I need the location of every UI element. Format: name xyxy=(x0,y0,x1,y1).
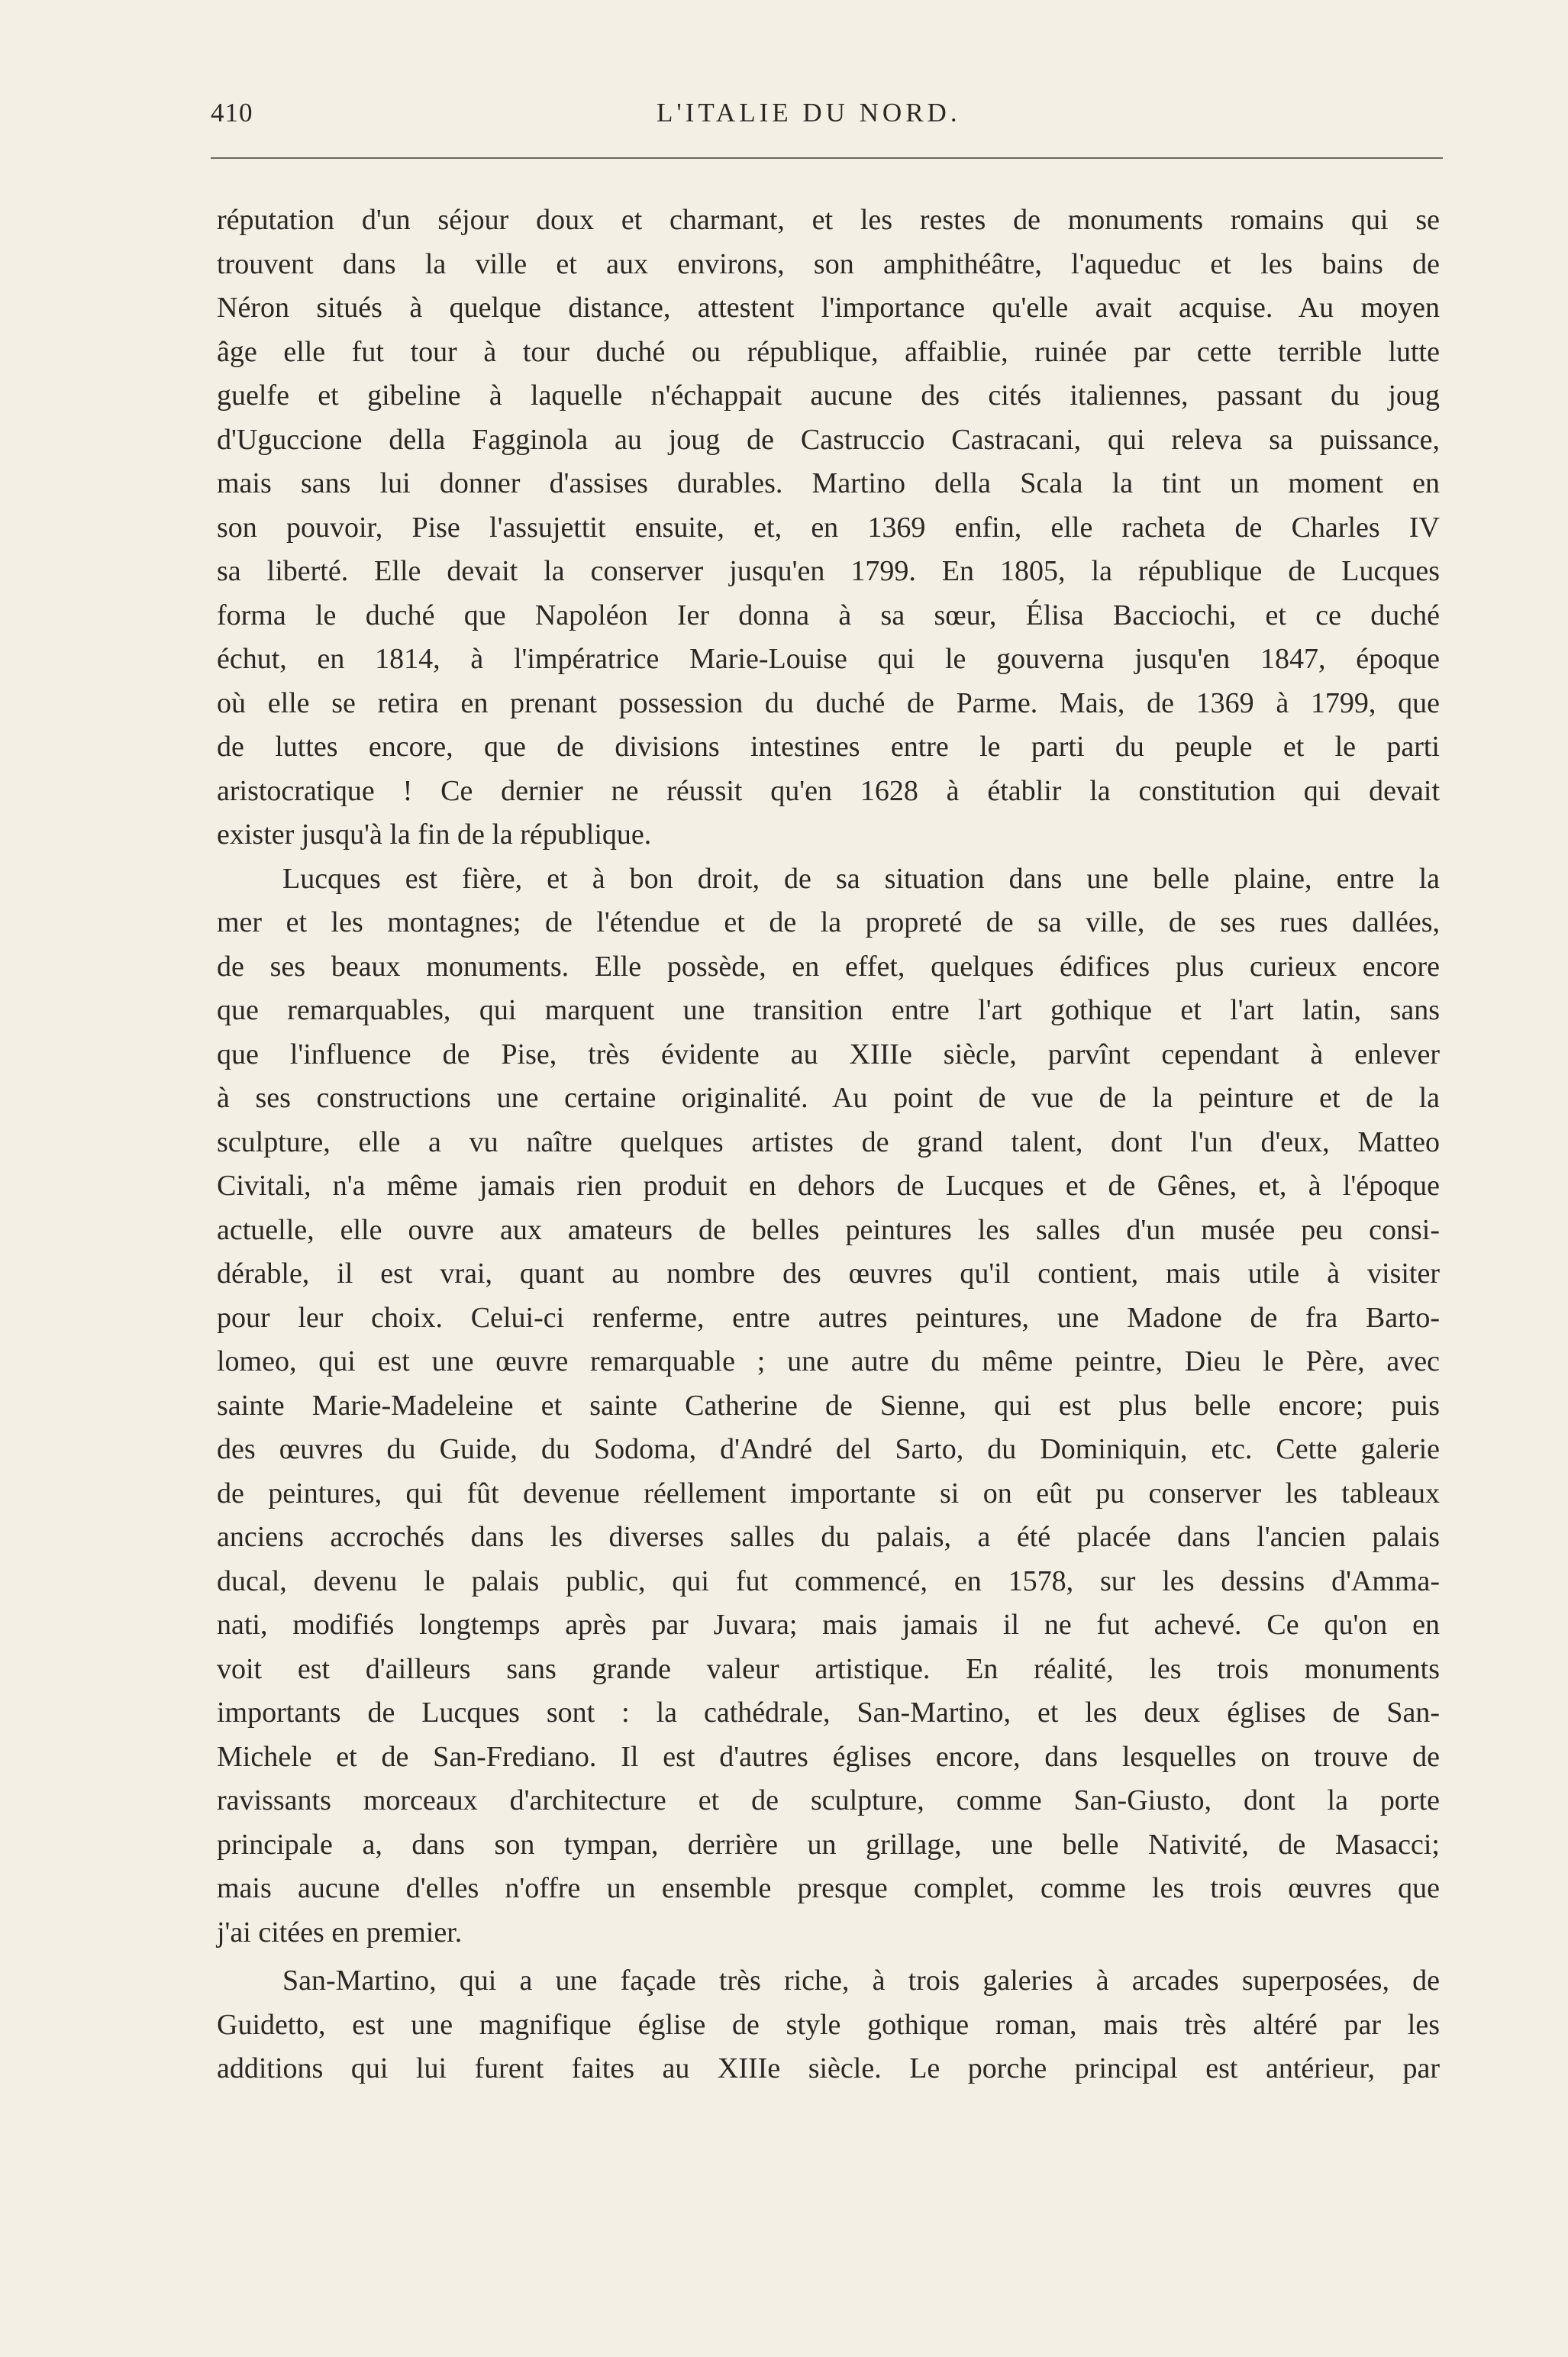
running-title: L'ITALIE DU NORD. xyxy=(657,98,961,128)
text-line: que remarquables, qui marquent une transition entre l'art gothique et l'art latin, sans xyxy=(217,994,1440,1026)
text-line: que l'influence de Pise, très évidente au XIIIe siècle, parvînt cependant à enlever xyxy=(217,1038,1440,1070)
text-line: principale a, dans son tympan, derrière un grillage, une belle Nativité, de Masacci; xyxy=(217,1828,1440,1861)
header-rule xyxy=(211,157,1443,159)
text-line: mais sans lui donner d'assises durables. Martino della Scala la tint un moment en xyxy=(217,467,1440,499)
text-line: d'Uguccione della Fagginola au joug de Castruccio Castracani, qui releva sa puissance, xyxy=(217,423,1440,456)
text-line: voit est d'ailleurs sans grande valeur artistique. En réalité, les trois monuments xyxy=(217,1652,1440,1685)
text-line: exister jusqu'à la fin de la république. xyxy=(217,818,652,851)
text-line: anciens accrochés dans les diverses salles du palais, a été placée dans l'ancien palais xyxy=(217,1521,1440,1553)
text-line: son pouvoir, Pise l'assujettit ensuite, et, en 1369 enfin, elle racheta de Charles IV xyxy=(217,511,1440,544)
page-number: 410 xyxy=(211,98,253,128)
text-line: sculpture, elle a vu naître quelques artistes de grand talent, dont l'un d'eux, Matteo xyxy=(217,1125,1440,1158)
text-line: Guidetto, est une magnifique église de style gothique roman, mais très altéré par les xyxy=(217,2008,1440,2041)
text-line: lomeo, qui est une œuvre remarquable ; une autre du même peintre, Dieu le Père, avec xyxy=(217,1345,1440,1377)
text-line: aristocratique ! Ce dernier ne réussit qu'en 1628 à établir la constitution qui devait xyxy=(217,774,1440,807)
text-line: nati, modifiés longtemps après par Juvara; mais jamais il ne fut achevé. Ce qu'on en xyxy=(217,1609,1440,1641)
text-line: ravissants morceaux d'architecture et de sculpture, comme San-Giusto, dont la porte xyxy=(217,1784,1440,1816)
text-line: Michele et de San-Frediano. Il est d'autres églises encore, dans lesquelles on trouve de xyxy=(217,1740,1440,1773)
body-text xyxy=(217,199,1440,2091)
text-line: Civitali, n'a même jamais rien produit en dehors de Lucques et de Gênes, et, à l'époque xyxy=(217,1170,1440,1202)
text-line: San-Martino, qui a une façade très riche, à trois galeries à arcades superposées, de xyxy=(282,1965,1440,1997)
text-line: où elle se retira en prenant possession du duché de Parme. Mais, de 1369 à 1799, que xyxy=(217,686,1440,719)
text-line: j'ai citées en premier. xyxy=(217,1916,463,1949)
text-line: Néron situés à quelque distance, attestent l'importance qu'elle avait acquise. Au moyen xyxy=(217,292,1440,324)
text-line: importants de Lucques sont : la cathédrale, San-Martino, et les deux églises de San- xyxy=(217,1697,1440,1729)
text-line: de luttes encore, que de divisions intestines entre le parti du peuple et le parti xyxy=(217,731,1440,763)
text-line: de peintures, qui fût devenue réellement importante si on eût pu conserver les tableaux xyxy=(217,1477,1440,1509)
text-line: additions qui lui furent faites au XIIIe siècle. Le porche principal est antérieur, par xyxy=(217,2052,1440,2084)
text-line: actuelle, elle ouvre aux amateurs de belles peintures les salles d'un musée peu consi- xyxy=(217,1213,1440,1246)
text-line: trouvent dans la ville et aux environs, son amphithéâtre, l'aqueduc et les bains de xyxy=(217,247,1440,280)
text-line: dérable, il est vrai, quant au nombre des œuvres qu'il contient, mais utile à visiter xyxy=(217,1258,1440,1290)
text-line: échut, en 1814, à l'impératrice Marie-Louise qui le gouverna jusqu'en 1847, époque xyxy=(217,643,1440,675)
text-line: mais aucune d'elles n'offre un ensemble presque complet, comme les trois œuvres que xyxy=(217,1872,1440,1904)
text-line: guelfe et gibeline à laquelle n'échappait aucune des cités italiennes, passant du joug xyxy=(217,379,1440,412)
text-line: de ses beaux monuments. Elle possède, en effet, quelques édifices plus curieux encore xyxy=(217,950,1440,983)
text-line: sainte Marie-Madeleine et sainte Catherine de Sienne, qui est plus belle encore; puis xyxy=(217,1389,1440,1422)
text-line: ducal, devenu le palais public, qui fut commencé, en 1578, sur les dessins d'Amma- xyxy=(217,1564,1440,1597)
text-line: âge elle fut tour à tour duché ou république, affaiblie, ruinée par cette terrible lutte xyxy=(217,335,1440,368)
text-line: à ses constructions une certaine originalité. Au point de vue de la peinture et de la xyxy=(217,1082,1440,1114)
text-line: mer et les montagnes; de l'étendue et de la propreté de sa ville, de ses rues dallées, xyxy=(217,906,1440,938)
text-line: réputation d'un séjour doux et charmant, et les restes de monuments romains qui se xyxy=(217,204,1440,236)
text-line: sa liberté. Elle devait la conserver jusqu'en 1799. En 1805, la république de Lucques xyxy=(217,555,1440,587)
text-line: Lucques est fière, et à bon droit, de sa situation dans une belle plaine, entre la xyxy=(282,862,1440,895)
text-line: forma le duché que Napoléon Ier donna à sa sœur, Élisa Bacciochi, et ce duché xyxy=(217,599,1440,631)
text-line: pour leur choix. Celui-ci renferme, entre autres peintures, une Madone de fra Barto- xyxy=(217,1301,1440,1334)
text-line: des œuvres du Guide, du Sodoma, d'André del Sarto, du Dominiquin, etc. Cette galerie xyxy=(217,1433,1440,1465)
